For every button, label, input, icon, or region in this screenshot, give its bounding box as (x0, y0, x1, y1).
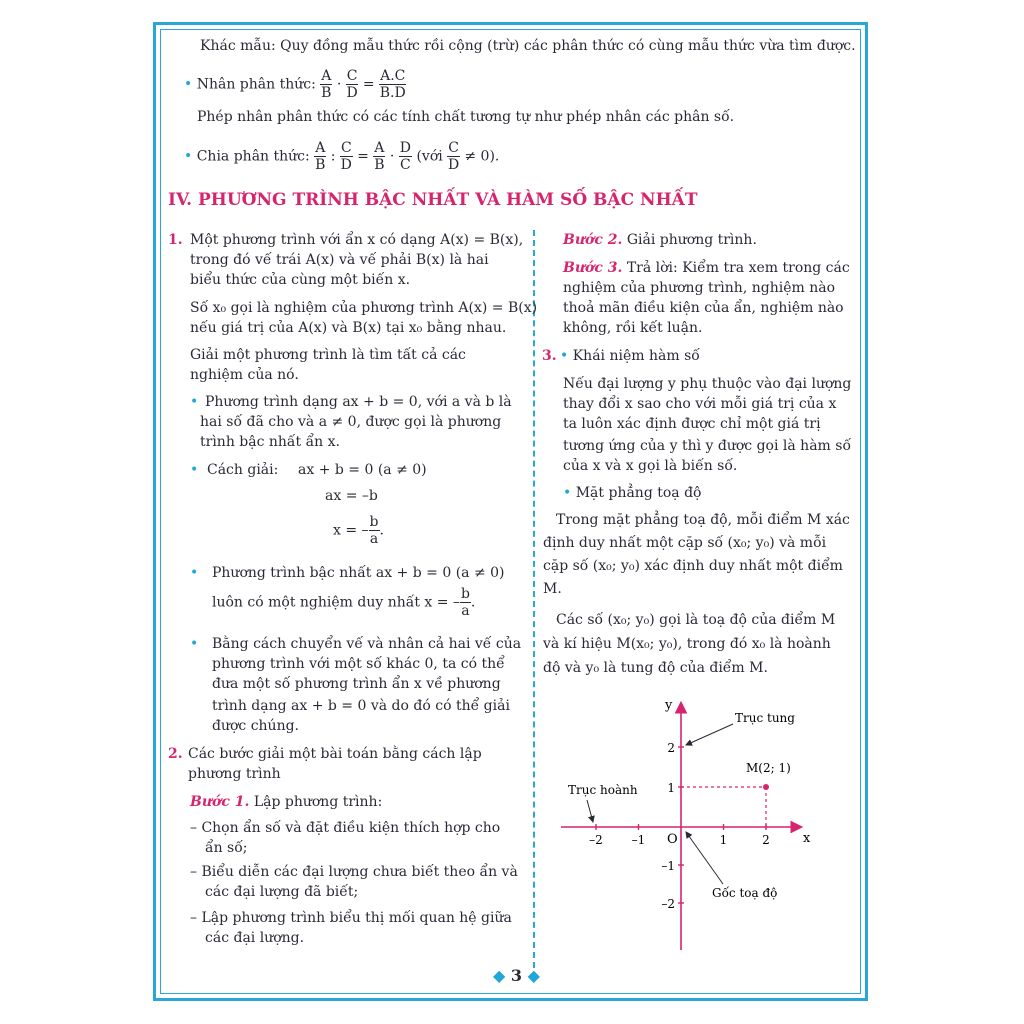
heading-coordinate-plane: • Mặt phẳng toạ độ (563, 485, 702, 501)
x-axis-name: Trục hoành (568, 783, 638, 797)
equation: x = – $\frac{b}{a}$ . (333, 514, 384, 547)
x-tick-label: 2 (762, 833, 770, 847)
paragraph-line: Số x₀ gọi là nghiệm của phương trình A(x) = B(x) (190, 300, 538, 316)
column-divider (533, 230, 535, 968)
fraction: $\frac{A}{B}$ (374, 140, 385, 173)
paragraph-line: trình bậc nhất ẩn x. (200, 434, 340, 450)
x-axis-letter: x (803, 831, 811, 846)
heading-function: • Khái niệm hàm số (560, 348, 700, 364)
step-3: Bước 3. Trả lời: Kiểm tra xem trong các (563, 260, 850, 276)
equation: ax = –b (325, 488, 378, 504)
bullet-icon: • (190, 565, 199, 581)
paragraph-line: cặp số (x₀; y₀) xác định duy nhất một điểm (543, 558, 843, 574)
y-tick-label: –1 (661, 859, 675, 873)
bullet-icon: • (190, 636, 199, 652)
paragraph-line: nghiệm của phương trình, nghiệm nào (563, 280, 835, 296)
origin-pointer (686, 832, 723, 884)
x-tick-label: 1 (719, 833, 728, 847)
y-axis-pointer (686, 724, 733, 745)
fraction: $\frac{A}{B}$ (315, 140, 326, 173)
y-tick-label: 1 (667, 781, 675, 795)
multiplication-rule: • Nhân phân thức: $\frac{A}{B}$ · $\frac{C}{D}$ = $\frac{A.C}{B.D}$ (184, 68, 406, 101)
step-2: Bước 2. Giải phương trình. (563, 232, 757, 248)
fraction: $\frac{C}{D}$ (346, 68, 358, 101)
item-number-2: 2. (168, 746, 183, 762)
bullet-icon: • (190, 462, 199, 478)
page-number: ◆ 3 ◆ (493, 966, 540, 985)
multiplication-note: Phép nhân phân thức có các tính chất tương tự như phép nhân các phân số. (197, 109, 735, 125)
paragraph-line: Một phương trình với ẩn x có dạng A(x) = B(x), (190, 232, 524, 248)
paragraph-line: thay đổi x sao cho với mỗi giá trị của x (563, 396, 837, 412)
paragraph-line: Nếu đại lượng y phụ thuộc vào đại lượng (563, 376, 852, 392)
x-tick-label: –1 (631, 833, 646, 847)
bullet-icon: • (190, 394, 199, 410)
paragraph-line: phương trình (188, 766, 281, 782)
paragraph-line: và kí hiệu M(x₀; y₀), trong đó x₀ là hoành (543, 636, 831, 652)
x-tick-label: –2 (589, 833, 603, 847)
item-number-3: 3. (542, 348, 557, 364)
origin-label: O (667, 832, 678, 847)
fraction: $\frac{D}{C}$ (399, 140, 412, 173)
division-rule: • Chia phân thức: $\frac{A}{B}$ : $\frac{C}{D}$ = $\frac{A}{B}$ · $\frac{D}{C}$ (với $\frac{C}{D}$ ≠ 0). (184, 140, 500, 173)
paragraph-line: đưa một số phương trình ẩn x về phương (212, 676, 501, 692)
section-title: IV. PHƯƠNG TRÌNH BẬC NHẤT VÀ HÀM SỐ BẬC NHẤT (168, 190, 698, 210)
fraction: $\frac{C}{D}$ (340, 140, 352, 173)
paragraph-line: ta luôn xác định được chỉ một giá trị (563, 416, 821, 432)
paragraph-line: Các bước giải một bài toán bằng cách lập (188, 746, 482, 762)
text-different-denominators: Khác mẫu: Quy đồng mẫu thức rồi cộng (trừ) các phân thức có cùng mẫu thức vừa tìm được. (200, 38, 856, 54)
y-tick-label: 2 (667, 741, 675, 755)
paragraph-line: M. (543, 581, 562, 597)
paragraph-line: tương ứng của y thì y được gọi là hàm số (563, 438, 852, 454)
paragraph-line: luôn có một nghiệm duy nhất x = – $\frac{b}{a}$ . (212, 586, 476, 619)
fraction: $\frac{C}{D}$ (447, 140, 460, 173)
fraction: $\frac{A.C}{B.D}$ (379, 68, 406, 101)
item-number-1: 1. (168, 232, 183, 248)
paragraph-line: – Biểu diễn các đại lượng chưa biết theo ẩn và (190, 864, 518, 880)
coordinate-plane-diagram (555, 690, 830, 955)
point-m-label: M(2; 1) (746, 761, 791, 775)
fraction: $\frac{b}{a}$ (369, 514, 379, 547)
paragraph-line: – Lập phương trình biểu thị mối quan hệ giữa (190, 910, 512, 926)
step-1: Bước 1. Lập phương trình: (190, 794, 383, 810)
y-tick-label: –2 (661, 897, 675, 911)
paragraph-line: Các số (x₀; y₀) gọi là toạ độ của điểm M (556, 612, 836, 628)
fraction: $\frac{b}{a}$ (460, 586, 470, 619)
paragraph-line: của x và x gọi là biến số. (563, 458, 738, 474)
paragraph-line: Trong mặt phẳng toạ độ, mỗi điểm M xác (556, 512, 850, 528)
equation: ax + b = 0 (a ≠ 0) (298, 462, 427, 478)
paragraph-line: các đại lượng. (205, 930, 305, 946)
solution-label: Cách giải: (207, 462, 279, 478)
origin-name: Gốc toạ độ (712, 886, 778, 900)
paragraph-line: hai số đã cho và a ≠ 0, được gọi là phương (200, 414, 502, 430)
paragraph-line: nếu giá trị của A(x) và B(x) tại x₀ bằng nhau. (190, 320, 507, 336)
point-m (763, 784, 769, 790)
paragraph-line: thoả mãn điều kiện của ẩn, nghiệm nào (563, 300, 844, 316)
x-axis-pointer (587, 800, 593, 822)
paragraph-line: các đại lượng đã biết; (205, 884, 359, 900)
paragraph-line: biểu thức của cùng một biến x. (190, 272, 411, 288)
paragraph-line: không, rồi kết luận. (563, 320, 703, 336)
paragraph-line: định duy nhất một cặp số (x₀; y₀) và mỗi (543, 535, 827, 551)
y-axis-name: Trục tung (735, 711, 795, 725)
paragraph-line: Giải một phương trình là tìm tất cả các (190, 347, 466, 363)
paragraph-line: được chúng. (212, 718, 300, 734)
paragraph-line: Phương trình dạng ax + b = 0, với a và b là (205, 394, 512, 410)
paragraph-line: – Chọn ẩn số và đặt điều kiện thích hợp cho (190, 820, 501, 836)
paragraph-line: độ và y₀ là tung độ của điểm M. (543, 660, 768, 676)
paragraph-line: ẩn số; (205, 840, 248, 856)
paragraph-line: trong đó vế trái A(x) và vế phải B(x) là hai (190, 252, 489, 268)
paragraph-line: nghiệm của nó. (190, 367, 299, 383)
fraction: $\frac{A}{B}$ (321, 68, 332, 101)
paragraph-line: trình dạng ax + b = 0 và do đó có thể giải (212, 698, 510, 714)
y-axis-letter: y (665, 698, 673, 713)
paragraph-line: Phương trình bậc nhất ax + b = 0 (a ≠ 0) (212, 565, 505, 581)
paragraph-line: phương trình với một số khác 0, ta có thể (212, 656, 505, 672)
paragraph-line: Bằng cách chuyển vế và nhân cả hai vế của (212, 636, 522, 652)
